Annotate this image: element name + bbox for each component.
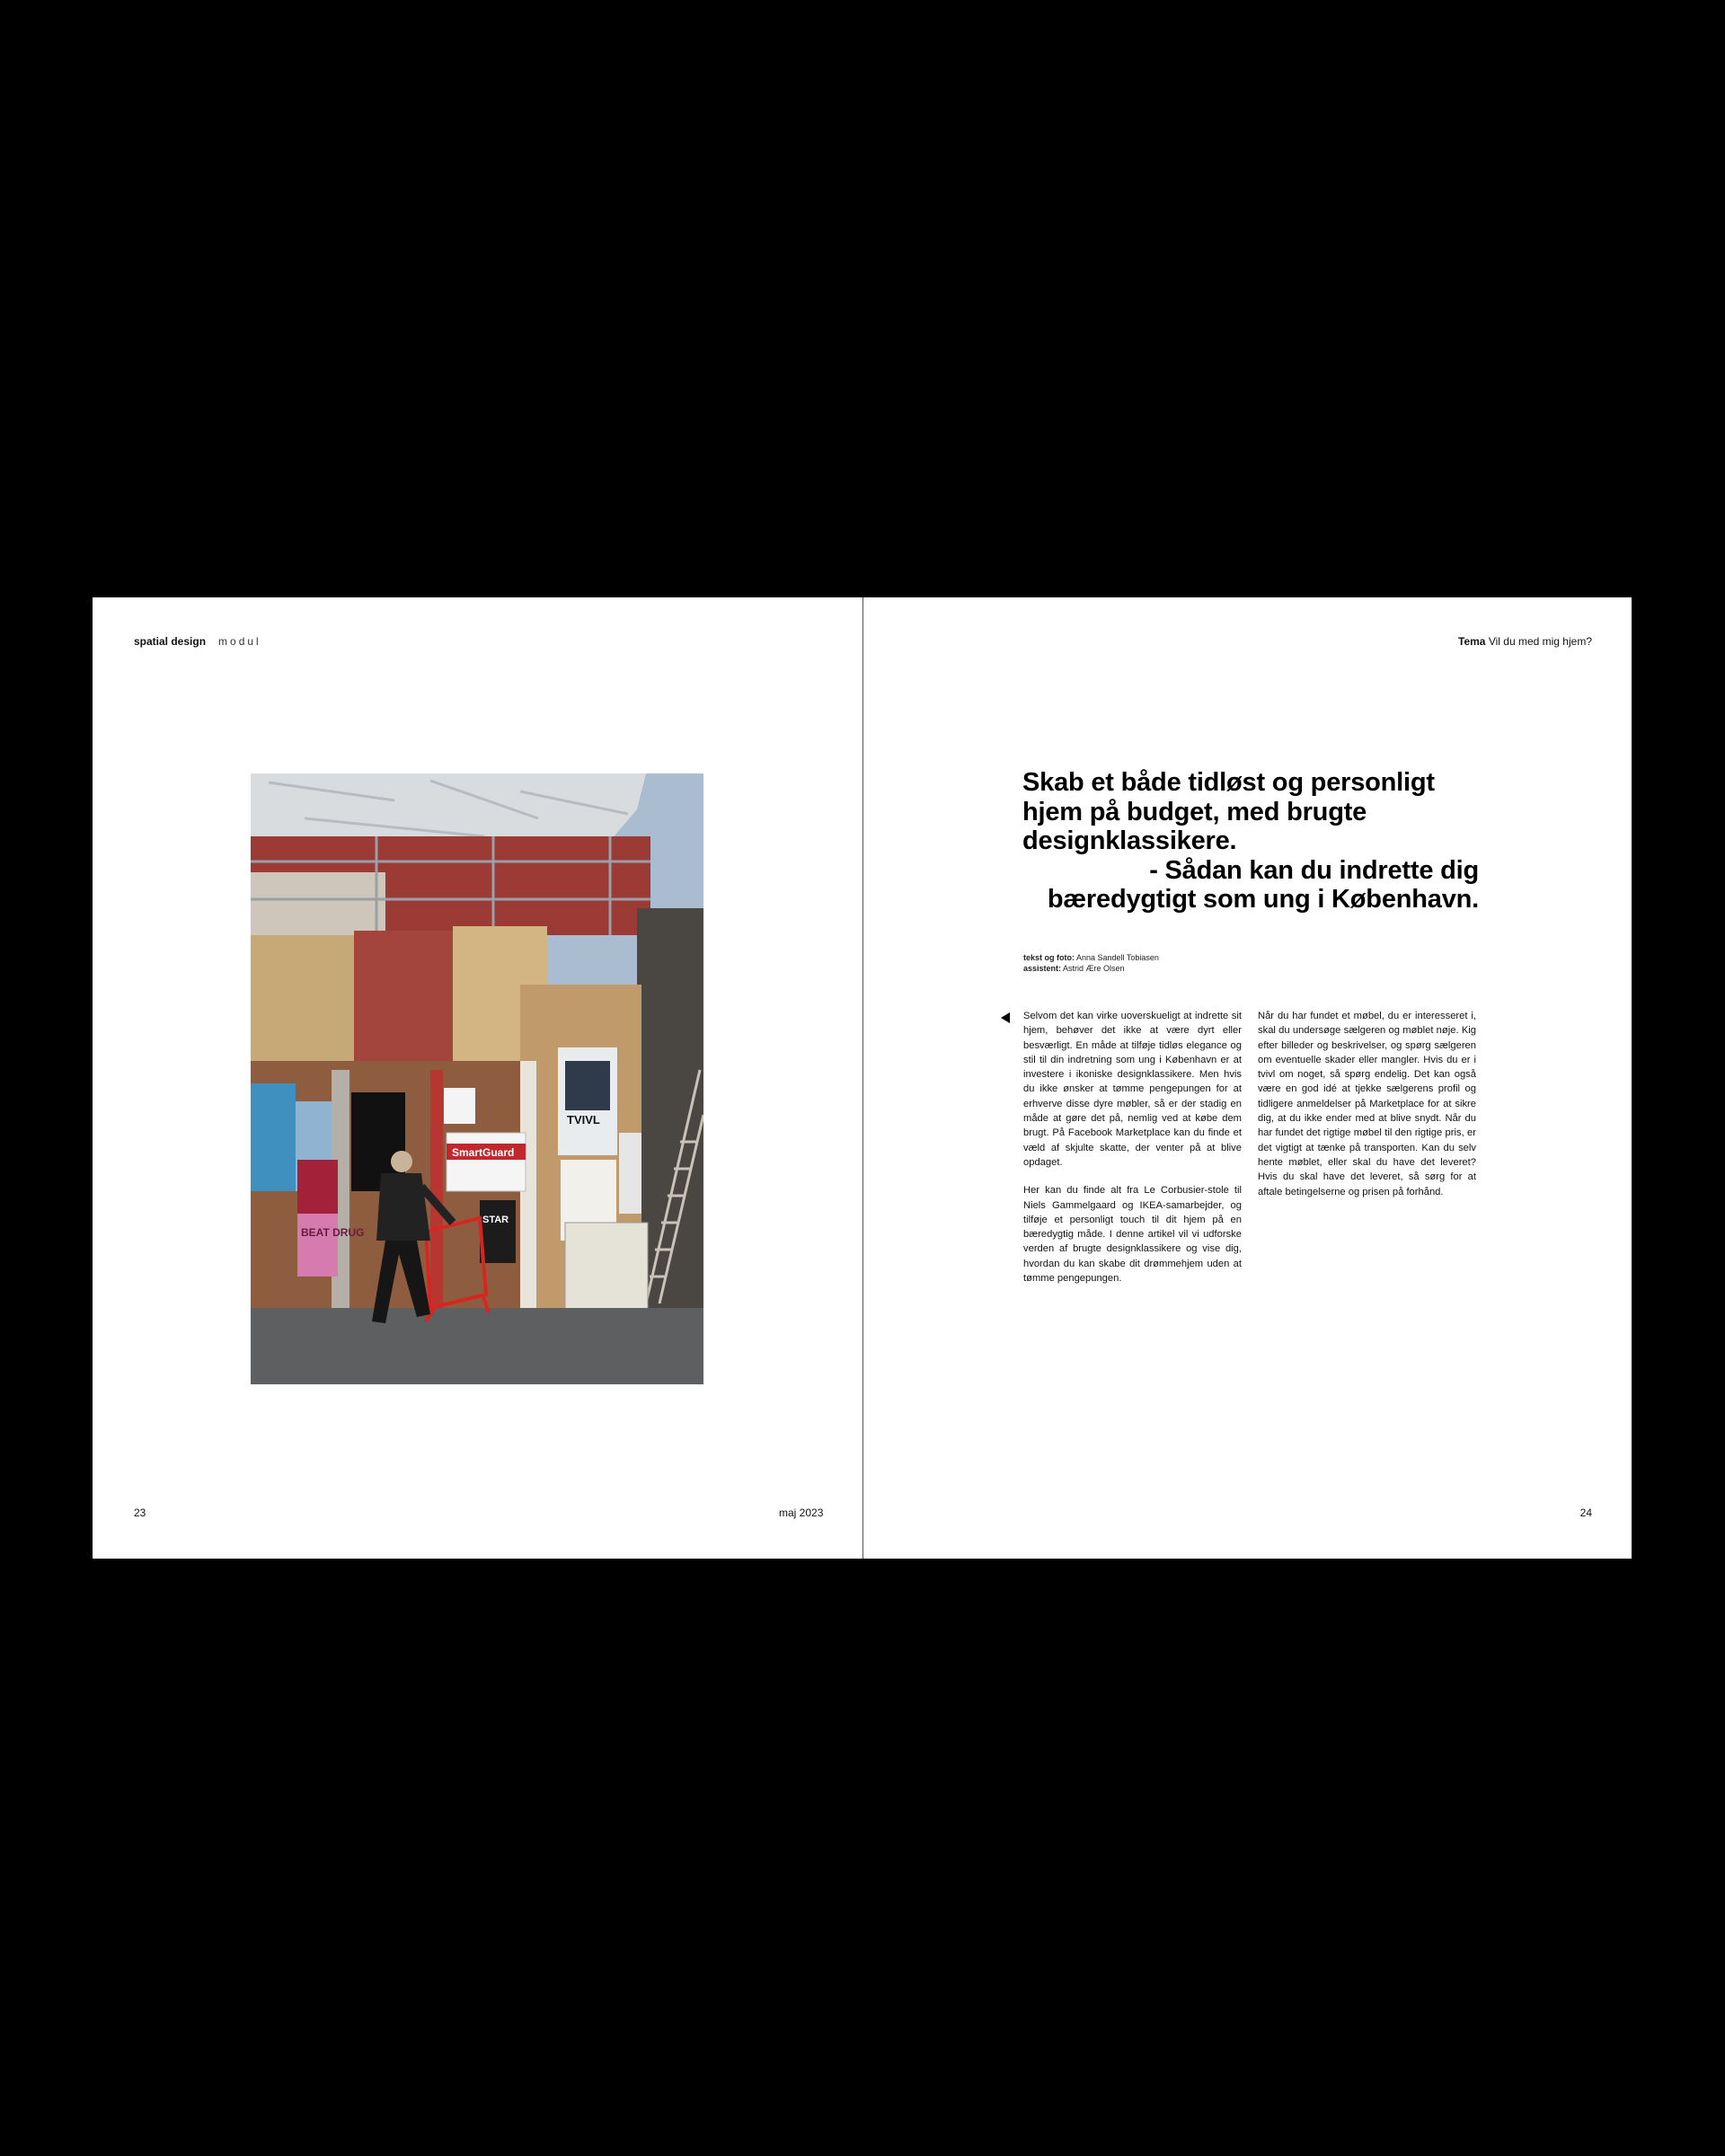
left-page-header bbox=[134, 635, 261, 648]
theme-label: Tema bbox=[1458, 635, 1486, 648]
right-page-header bbox=[1458, 635, 1592, 648]
section-name: spatial design bbox=[134, 635, 207, 648]
theme-title: Vil du med mig hjem? bbox=[1488, 635, 1592, 648]
magazine-spread bbox=[93, 597, 1632, 1559]
body-column-2 bbox=[1258, 1009, 1476, 1213]
poster-star-text: STAR bbox=[482, 1215, 509, 1225]
credit-text-label: tekst og foto: bbox=[1023, 953, 1075, 962]
left-arrow-icon bbox=[1001, 1012, 1010, 1023]
grey-panel bbox=[251, 872, 385, 935]
pavement bbox=[251, 1308, 703, 1384]
issue-date: maj 2023 bbox=[779, 1507, 824, 1519]
white-poster bbox=[444, 1088, 475, 1124]
article-credits bbox=[1023, 952, 1159, 974]
blue-poster bbox=[251, 1083, 296, 1191]
black-poster bbox=[480, 1200, 516, 1263]
street-photo bbox=[251, 773, 703, 1384]
street-photo-illustration bbox=[251, 773, 703, 1384]
credit-assistant-name: Astrid Ære Olsen bbox=[1063, 964, 1125, 973]
credit-text-name: Anna Sandell Tobiasen bbox=[1076, 953, 1159, 962]
red-post bbox=[430, 1070, 443, 1312]
body-column-1 bbox=[1023, 1009, 1242, 1299]
white-notice bbox=[619, 1133, 641, 1214]
body-paragraph: Her kan du finde alt fra Le Corbusier-stole til Niels Gammelgaard og IKEA-samarbejder, og tilføje et personligt touch til dit hjem på en bæredygtig måde. I denne artikel vil vi udforske verden af brugte designklassikere og vise dig, hvordan du kan skabe dit drømmehjem uden at tømme pengepungen. bbox=[1023, 1185, 1242, 1285]
left-page bbox=[93, 597, 862, 1559]
credit-assistant-label: assistent: bbox=[1023, 964, 1062, 973]
tvivl-poster-portrait bbox=[565, 1061, 610, 1110]
poster-smartguard-text: SmartGuard bbox=[452, 1146, 515, 1159]
pink-poster bbox=[297, 1214, 338, 1277]
poster-beat-text: BEAT DRUG bbox=[301, 1226, 365, 1239]
smartguard-sign bbox=[447, 1133, 526, 1191]
page-number-right: 24 bbox=[1579, 1507, 1592, 1519]
headline-part-2: - Sådan kan du indrette dig bæredygtigt som ung i København. bbox=[1047, 855, 1479, 914]
poster-tvivl-text: TVIVL bbox=[567, 1113, 600, 1127]
body-paragraph: Når du har fundet et møbel, du er interesseret i, skal du undersøge sælgeren og møblet nøje. Kig efter billeder og beskrivelser, og spørg sælgeren om eventuelle skader eller mangler. Hvis du er i tvivl om noget, så spørg endelig. Det kan også være en god idé at tjekke sælgerens profil og tidligere anmeldelser på Marketplace for at sikre dig, at du ikke ender med at blive snydt. Når du har fundet det rigtige møbel til den rigtige pris, er det vigtigt at tænke på transporten. Kan du selv hente møblet, eller skal du have det leveret? Hvis du skal have det leveret, så sørg for at aftale betingelserne og prisen på forhånd. bbox=[1258, 1011, 1476, 1197]
page-number-left: 23 bbox=[134, 1507, 146, 1519]
module-label: modul bbox=[218, 635, 261, 648]
right-page bbox=[863, 597, 1632, 1559]
red-poster bbox=[297, 1160, 338, 1214]
article-headline bbox=[1022, 768, 1479, 915]
headline-part-1: Skab et både tidløst og personligt hjem på budget, med brugte designklassikere. bbox=[1022, 768, 1435, 855]
body-paragraph: Selvom det kan virke uoverskueligt at indrette sit hjem, behøver det ikke at være dyrt eller besværligt. En måde at tilføje tidløs elegance og stil til din indretning som ung i København er at investere i ikoniske designklassikere. Men hvis du ikke ønsker at tømme pengepungen for at erhverve disse dyre møbler, så er der stadig en måde at gøre det på, nemlig ved at købe dem brugt. På Facebook Marketplace kan du finde et væld af skjulte skatte, der venter på at blive opdaget. bbox=[1023, 1011, 1242, 1168]
water-barrier bbox=[565, 1223, 648, 1312]
